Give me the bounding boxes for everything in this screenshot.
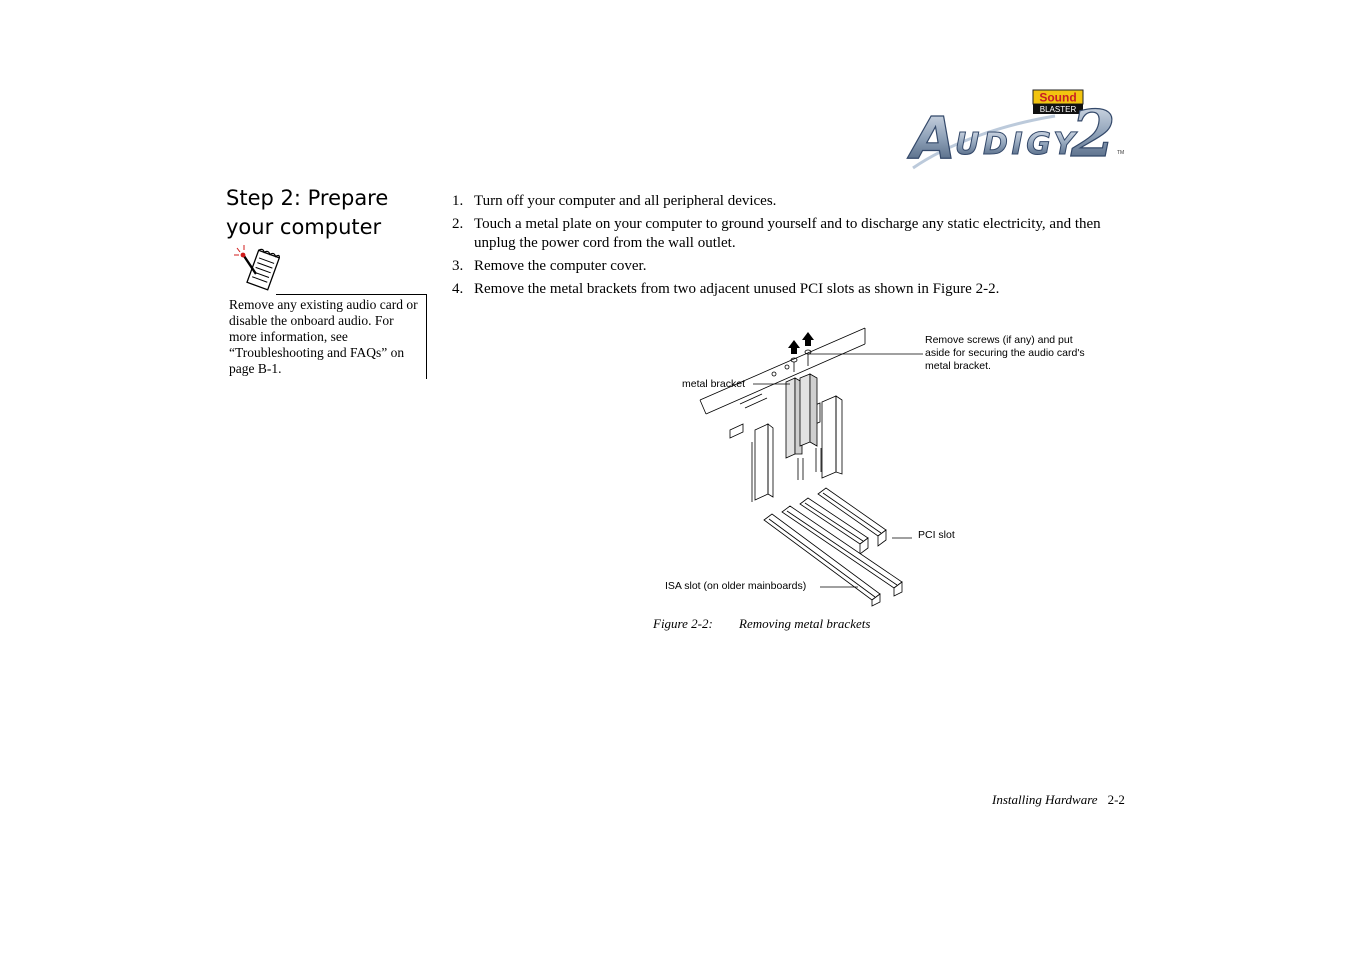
- step-item: [450, 280, 1130, 299]
- logo-a: A: [911, 104, 956, 172]
- callout-screws-line: aside for securing the audio card's: [925, 347, 1085, 359]
- step-number: 4.: [452, 281, 464, 297]
- callout-isa-slot: ISA slot (on older mainboards): [665, 580, 807, 592]
- logo-wordmark-rest: UDIGY: [955, 127, 1075, 162]
- callout-screws-line: Remove screws (if any) and put: [925, 334, 1073, 346]
- callout-pci-slot: PCI slot: [918, 529, 955, 541]
- footer-chapter: Installing Hardware: [992, 792, 1098, 807]
- step-text: Remove the computer cover.: [474, 258, 647, 274]
- step-item: [450, 215, 1130, 253]
- caption-text: Removing metal brackets: [739, 616, 871, 631]
- sound-blaster-audigy2-logo: [905, 86, 1135, 178]
- badge-sound: Sound: [1039, 90, 1077, 105]
- notepad-with-pen-icon: [234, 244, 280, 294]
- callout-metal-bracket: metal bracket: [682, 378, 746, 390]
- step-item: [450, 257, 1130, 276]
- step-item: [450, 192, 1130, 211]
- step-number: 2.: [452, 216, 464, 232]
- logo-tm: TM: [1117, 150, 1125, 156]
- page-footer: [992, 792, 1125, 808]
- figure-caption: [653, 616, 870, 632]
- step-text: Turn off your computer and all peripheral devices.: [474, 193, 777, 209]
- caption-label: Figure 2-2:: [653, 616, 713, 631]
- section-title: Step 2: Prepare your computer: [226, 186, 389, 239]
- page-number: 2-2: [1107, 792, 1125, 807]
- badge-blaster: BLASTER: [1039, 105, 1077, 114]
- step-text: Touch a metal plate on your computer to ground yourself and to discharge any static electricity, and then unplug the power cord from the wall outlet.: [474, 216, 1101, 251]
- logo-number: 2: [1071, 97, 1116, 172]
- step-number: 1.: [452, 193, 464, 209]
- step-number: 3.: [452, 258, 464, 274]
- callout-screws: [925, 334, 1085, 373]
- note-text: Remove any existing audio card or disable the onboard audio. For more information, see “Troubleshooting and FAQs” on page B-1.: [229, 297, 418, 376]
- callout-screws-line: metal bracket.: [925, 360, 991, 372]
- steps-list: [450, 192, 1130, 303]
- step-text: Remove the metal brackets from two adjacent unused PCI slots as shown in Figure 2-2.: [474, 281, 1000, 297]
